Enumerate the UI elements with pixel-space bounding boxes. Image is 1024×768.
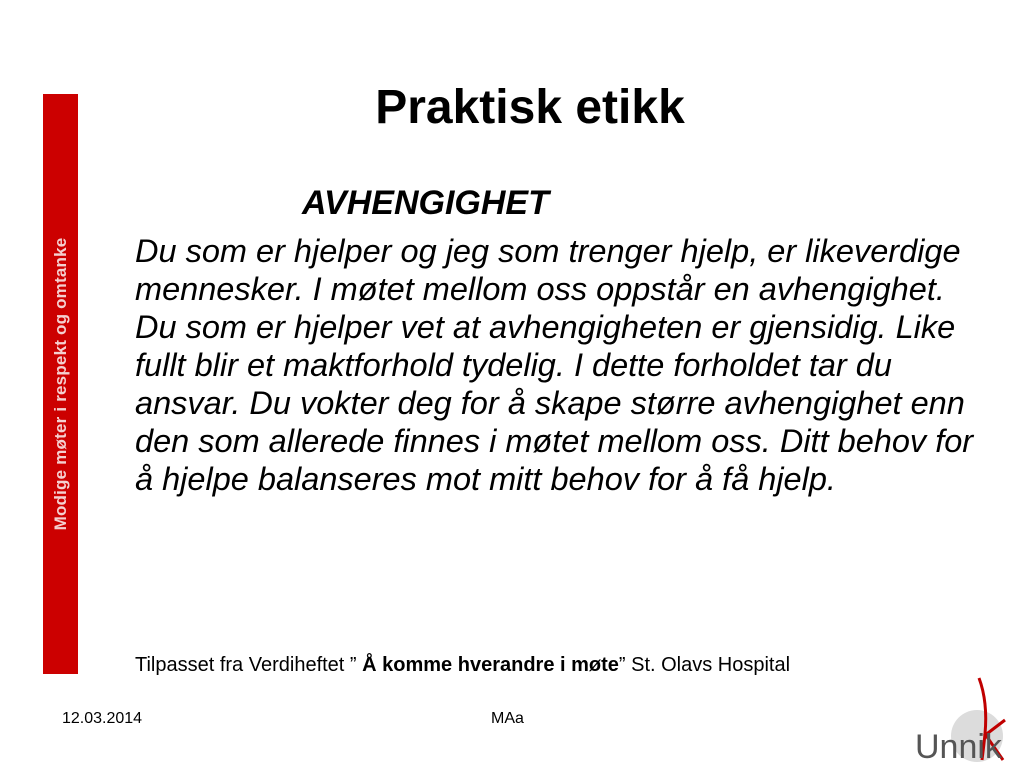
slide-body-text: Du som er hjelper og jeg som trenger hjelp, er likeverdige mennesker. I møtet mellom oss oppstår en avhengighet. Du som er hjelper vet at avhengigheten er gjensidig. Like fullt blir et maktforhold tydelig. I dette forholdet tar du ansvar. Du vokter deg for å skape større avhengighet enn den som allerede finnes i møtet mellom oss. Ditt behov for å hjelpe balanseres mot mitt behov for å få hjelp. [135,233,974,497]
source-note [135,652,790,678]
source-title: Å komme hverandre i møte [362,654,619,676]
side-banner-text: Modige møter i respekt og omtanke [50,237,70,531]
side-banner [43,94,78,674]
slide-subheading: AVHENGIGHET [302,184,549,222]
unnik-logo-icon [905,672,1015,764]
logo-text: Unnik [915,728,1002,764]
slide-title: Praktisk etikk [375,81,685,134]
footer-author: MAa [491,710,524,727]
source-prefix: Tilpasset fra Verdiheftet ” [135,654,363,676]
footer-date: 12.03.2014 [62,710,143,727]
source-suffix: ” St. Olavs Hospital [618,654,791,676]
